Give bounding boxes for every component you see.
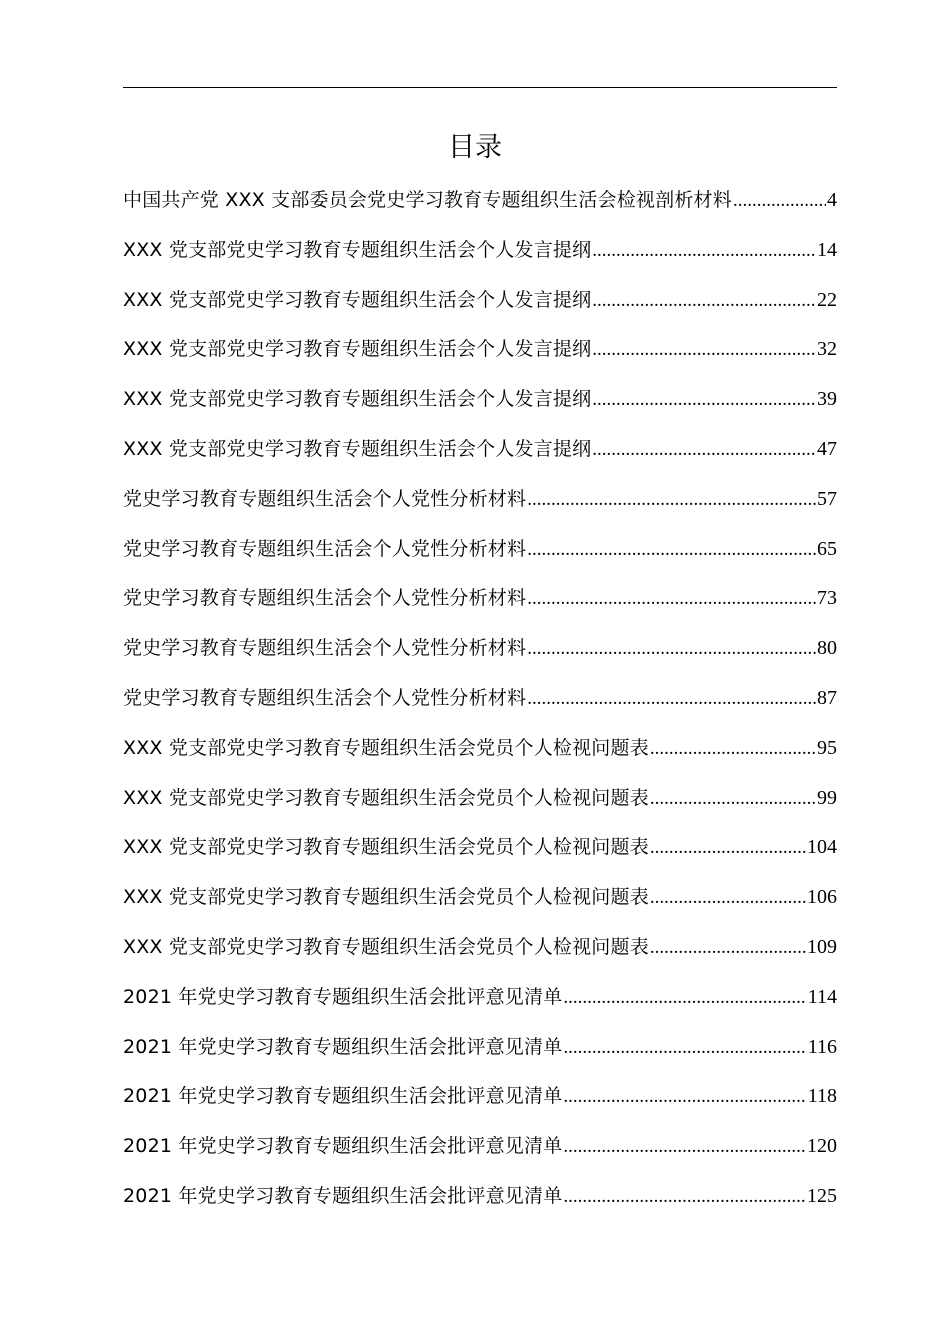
- toc-entry-text: XXX 党支部党史学习教育专题组织生活会个人发言提纲: [123, 288, 592, 311]
- toc-entry-text: XXX 党支部党史学习教育专题组织生活会党员个人检视问题表: [123, 736, 649, 759]
- toc-entry-text: 党史学习教育专题组织生活会个人党性分析材料: [123, 686, 527, 709]
- toc-entry-text: 2021 年党史学习教育专题组织生活会批评意见清单: [123, 985, 563, 1008]
- toc-entry[interactable]: [123, 180, 837, 230]
- toc-entry[interactable]: [123, 529, 837, 579]
- toc-dot-leader: [592, 430, 816, 470]
- toc-entry-text: XXX 党支部党史学习教育专题组织生活会党员个人检视问题表: [123, 886, 649, 909]
- header-rule: [123, 87, 837, 88]
- toc-dot-leader: [563, 1077, 806, 1117]
- toc-dot-leader: [592, 330, 816, 370]
- toc-entry-text: XXX 党支部党史学习教育专题组织生活会党员个人检视问题表: [123, 935, 649, 958]
- toc-dot-leader: [527, 530, 816, 570]
- toc-entry-text: 2021 年党史学习教育专题组织生活会批评意见清单: [123, 1085, 563, 1108]
- toc-dot-leader: [563, 1028, 806, 1068]
- toc-entry[interactable]: [123, 1176, 837, 1226]
- toc-page-number: 87: [817, 686, 837, 709]
- toc-page-number: 95: [817, 736, 837, 759]
- toc-dot-leader: [592, 380, 816, 420]
- toc-dot-leader: [650, 928, 806, 968]
- toc-dot-leader: [563, 978, 806, 1018]
- toc-dot-leader: [527, 629, 816, 669]
- toc-entry[interactable]: [123, 827, 837, 877]
- toc-entry[interactable]: [123, 1076, 837, 1126]
- toc-page-number: 118: [807, 1085, 837, 1108]
- toc-dot-leader: [527, 679, 816, 719]
- toc-page-number: 99: [817, 786, 837, 809]
- toc-entry[interactable]: [123, 230, 837, 280]
- toc-entry-text: 党史学习教育专题组织生活会个人党性分析材料: [123, 537, 527, 560]
- toc-entry[interactable]: [123, 927, 837, 977]
- toc-entry-text: XXX 党支部党史学习教育专题组织生活会个人发言提纲: [123, 338, 592, 361]
- toc-entry[interactable]: [123, 778, 837, 828]
- toc-dot-leader: [592, 281, 816, 321]
- toc-entry[interactable]: [123, 280, 837, 330]
- toc-entry[interactable]: [123, 1126, 837, 1176]
- toc-page-number: 65: [817, 537, 837, 560]
- toc-dot-leader: [650, 828, 806, 868]
- toc-entry-text: 党史学习教育专题组织生活会个人党性分析材料: [123, 637, 527, 660]
- toc-entry[interactable]: [123, 628, 837, 678]
- toc-entry[interactable]: [123, 429, 837, 479]
- toc-page-number: 80: [817, 637, 837, 660]
- toc-entry-text: XXX 党支部党史学习教育专题组织生活会党员个人检视问题表: [123, 786, 649, 809]
- toc-dot-leader: [563, 1177, 806, 1217]
- toc-entry[interactable]: [123, 1027, 837, 1077]
- toc-entry[interactable]: [123, 678, 837, 728]
- toc-entry-text: 党史学习教育专题组织生活会个人党性分析材料: [123, 487, 527, 510]
- toc-entry[interactable]: [123, 379, 837, 429]
- toc-entry[interactable]: [123, 877, 837, 927]
- toc-entry[interactable]: [123, 578, 837, 628]
- toc-dot-leader: [592, 231, 816, 271]
- page-title: 目录: [448, 132, 502, 163]
- toc-page-number: 39: [817, 388, 837, 411]
- toc-entry-text: 中国共产党 XXX 支部委员会党史学习教育专题组织生活会检视剖析材料: [123, 189, 732, 211]
- toc-page-number: 4: [827, 189, 837, 211]
- toc-page-number: 73: [817, 587, 837, 610]
- toc-page-number: 116: [807, 1035, 837, 1058]
- toc-page-number: 14: [817, 238, 837, 261]
- toc-page-number: 47: [817, 437, 837, 460]
- toc-page-number: 22: [817, 288, 837, 311]
- toc-dot-leader: [650, 779, 816, 819]
- toc-entry-text: XXX 党支部党史学习教育专题组织生活会个人发言提纲: [123, 437, 592, 460]
- toc-entry-text: XXX 党支部党史学习教育专题组织生活会个人发言提纲: [123, 388, 592, 411]
- toc-page-number: 120: [807, 1135, 837, 1158]
- toc-entry-text: 2021 年党史学习教育专题组织生活会批评意见清单: [123, 1184, 563, 1207]
- toc-page-number: 32: [817, 338, 837, 361]
- toc-list: [123, 180, 837, 1226]
- toc-dot-leader: [650, 729, 816, 769]
- toc-dot-leader: [527, 480, 816, 520]
- toc-entry-text: 党史学习教育专题组织生活会个人党性分析材料: [123, 587, 527, 610]
- toc-entry[interactable]: [123, 479, 837, 529]
- toc-entry-text: 2021 年党史学习教育专题组织生活会批评意见清单: [123, 1135, 563, 1158]
- toc-page-number: 104: [807, 836, 837, 859]
- toc-dot-leader: [650, 878, 806, 918]
- toc-entry[interactable]: [123, 329, 837, 379]
- toc-page-number: 125: [807, 1184, 837, 1207]
- toc-entry-text: 2021 年党史学习教育专题组织生活会批评意见清单: [123, 1035, 563, 1058]
- toc-dot-leader: [733, 181, 826, 221]
- toc-page-number: 109: [807, 935, 837, 958]
- toc-page-number: 106: [807, 886, 837, 909]
- toc-dot-leader: [563, 1127, 806, 1167]
- toc-dot-leader: [527, 579, 816, 619]
- toc-entry-text: XXX 党支部党史学习教育专题组织生活会党员个人检视问题表: [123, 836, 649, 859]
- toc-page-number: 57: [817, 487, 837, 510]
- toc-entry-text: XXX 党支部党史学习教育专题组织生活会个人发言提纲: [123, 238, 592, 261]
- toc-entry[interactable]: [123, 728, 837, 778]
- toc-page-number: 114: [807, 985, 837, 1008]
- toc-entry[interactable]: [123, 977, 837, 1027]
